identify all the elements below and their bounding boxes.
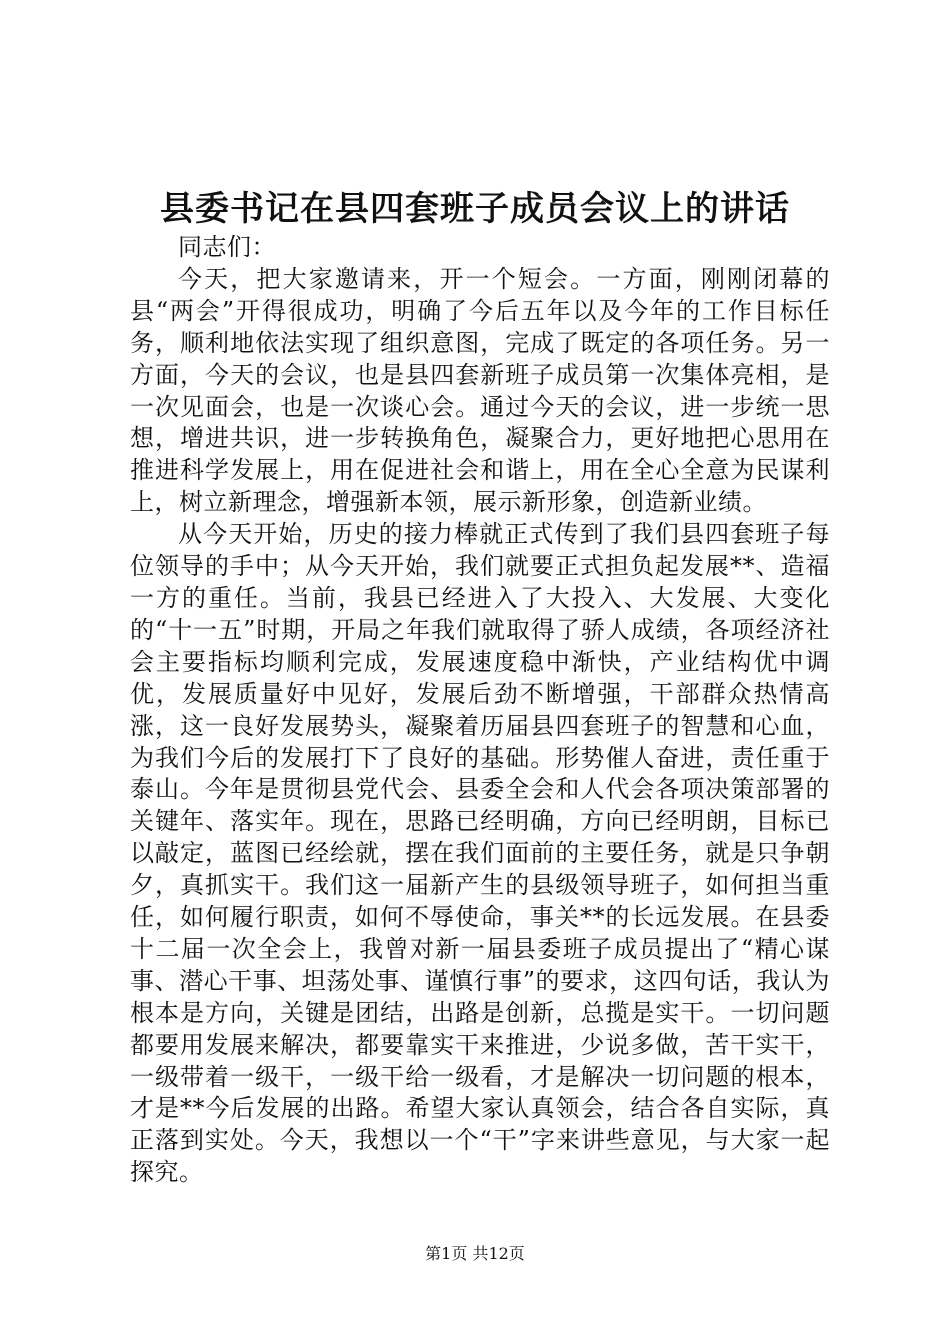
paragraph-2: 从今天开始，历史的接力棒就正式传到了我们县四套班子每位领导的手中；从今天开始，我们就要正式担负起发展**、造福一方的重任。当前，我县已经进入了大投入、大发展、大变化的“十一五”时期，开局之年我们就取得了骄人成绩，各项经济社会主要指标均顺利完成，发展速度稳中渐快，产业结构优中调优，发展质量好中见好，发展后劲不断增强，干部群众热情高涨，这一良好发展势头，凝聚着历届县四套班子的智慧和心血，为我们今后的发展打下了良好的基础。形势催人奋进，责任重于泰山。今年是贯彻县党代会、县委全会和人代会各项决策部署的关键年、落实年。现在，思路已经明确，方向已经明朗，目标已以敲定，蓝图已经绘就，摆在我们面前的主要任务，就是只争朝夕，真抓实干。我们这一届新产生的县级领导班子，如何担当重任，如何履行职责，如何不辱使命，事关**的长远发展。在县委十二届一次全会上，我曾对新一届县委班子成员提出了“精心谋事、潜心干事、坦荡处事、谨慎行事”的要求，这四句话，我认为根本是方向，关键是团结，出路是创新，总揽是实干。一切问题都要用发展来解决，都要靠实干来推进，少说多做，苦干实干，一级带着一级干，一级干给一级看，才是解决一切问题的根本，才是**今后发展的出路。希望大家认真领会，结合各自实际，真正落到实处。今天，我想以一个“干”字来讲些意见，与大家一起探究。 (130, 520, 830, 1187)
page-number-footer: 第1页 共12页 (425, 1244, 525, 1263)
document-body (130, 232, 830, 1189)
document-title: 县委书记在县四套班子成员会议上的讲话 (160, 189, 790, 229)
salutation: 同志们： (178, 233, 276, 261)
paragraph-1: 今天，把大家邀请来，开一个短会。一方面，刚刚闭幕的县“两会”开得很成功，明确了今后五年以及今年的工作目标任务，顺利地依法实现了组织意图，完成了既定的各项任务。另一方面，今天的会议，也是县四套新班子成员第一次集体亮相，是一次见面会，也是一次谈心会。通过今天的会议，进一步统一思想，增进共识，进一步转换角色，凝聚合力，更好地把心思用在推进科学发展上，用在促进社会和谐上，用在全心全意为民谋利上，树立新理念，增强新本领，展示新形象，创造新业绩。 (130, 264, 830, 517)
